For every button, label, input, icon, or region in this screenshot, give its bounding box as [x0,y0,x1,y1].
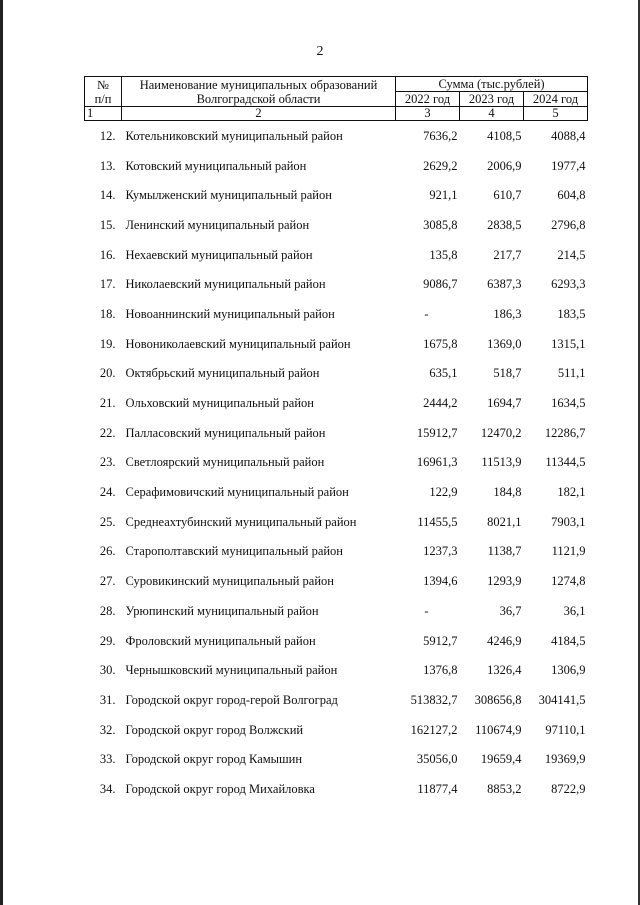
value-2024: 304141,5 [538,692,586,707]
value-2022: 1394,6 [423,574,458,589]
value-2022: 635,1 [429,366,458,381]
value-2024: 1274,8 [551,574,586,589]
header-year-2022: 2022 год [396,92,460,107]
table-row [85,715,588,745]
value-2022: 1376,8 [423,663,458,678]
row-number: 16. [99,247,116,262]
table-row [85,269,588,299]
value-2023: 1326,4 [487,663,522,678]
value-2022: - [424,603,429,618]
value-2024: 19369,9 [544,752,586,767]
col-index-3: 3 [396,107,460,121]
table-row [85,329,588,359]
table-row [85,626,588,656]
municipality-name: Чернышковский муниципальный район [125,663,338,678]
value-2023: 1293,9 [487,574,522,589]
row-number: 28. [99,603,116,618]
value-2022: 1237,3 [423,544,458,559]
col-index-1: 1 [85,107,122,121]
row-number: 23. [99,455,116,470]
col-index-4: 4 [460,107,524,121]
value-2022: 15912,7 [416,425,458,440]
value-2023: 11513,9 [481,455,522,470]
table-row [85,151,588,181]
table-row [85,655,588,685]
value-2024: 2796,8 [551,217,586,232]
value-2023: 308656,8 [474,692,522,707]
municipality-name: Новониколаевский муниципальный район [125,336,351,351]
value-2022: 513832,7 [410,692,458,707]
value-2024: 1977,4 [551,158,586,173]
col-index-2: 2 [122,107,396,121]
value-2023: 186,3 [493,306,522,321]
table-row [85,507,588,537]
value-2022: 5912,7 [423,633,458,648]
allocation-table [84,76,588,804]
row-number: 22. [99,425,116,440]
municipality-name: Ленинский муниципальный район [125,217,310,232]
value-2024: 4088,4 [551,128,586,143]
value-2023: 8853,2 [487,781,522,796]
table-row [85,685,588,715]
row-number: 30. [99,663,116,678]
value-2024: 11344,5 [545,455,586,470]
value-2024: 4184,5 [551,633,586,648]
value-2024: 1306,9 [551,663,586,678]
value-2023: 2006,9 [487,158,522,173]
value-2023: 1694,7 [487,396,522,411]
value-2023: 8021,1 [487,514,522,529]
table-row [85,744,588,774]
value-2024: 511,1 [557,366,586,381]
value-2023: 4108,5 [487,128,522,143]
value-2023: 610,7 [493,188,522,203]
row-number: 27. [99,574,116,589]
municipality-name: Городской округ город Волжский [125,722,304,737]
municipality-name: Фроловский муниципальный район [125,633,316,648]
municipality-name: Котельниковский муниципальный район [125,128,343,143]
table-row [85,121,588,151]
header-year-2023: 2023 год [460,92,524,107]
value-2024: 12286,7 [544,425,586,440]
value-2022: 11877,4 [417,781,458,796]
value-2024: 183,5 [557,306,586,321]
col-index-5: 5 [524,107,588,121]
row-number: 33. [99,752,116,767]
row-number: 24. [99,485,116,500]
municipality-name: Нехаевский муниципальный район [125,247,313,262]
value-2024: 36,1 [563,603,586,618]
row-number: 12. [99,128,116,143]
table-row [85,418,588,448]
table-row [85,596,588,626]
row-number: 26. [99,544,116,559]
value-2022: 135,8 [429,247,458,262]
value-2022: 122,9 [429,485,458,500]
municipality-name: Николаевский муниципальный район [125,277,326,292]
municipality-name: Кумылженский муниципальный район [125,188,332,203]
value-2023: 184,8 [493,485,522,500]
value-2022: 7636,2 [423,128,458,143]
value-2023: 110674,9 [475,722,522,737]
table-row [85,359,588,389]
value-2023: 2838,5 [487,217,522,232]
row-number: 17. [99,277,116,292]
value-2022: 16961,3 [416,455,458,470]
header-year-2024: 2024 год [524,92,588,107]
value-2023: 1369,0 [487,336,522,351]
row-number: 32. [99,722,116,737]
value-2024: 8722,9 [551,781,586,796]
value-2022: 921,1 [429,188,458,203]
row-number: 14. [99,188,116,203]
value-2024: 7903,1 [551,514,586,529]
row-number: 31. [99,692,116,707]
municipality-name: Городской округ город Камышин [125,752,303,767]
header-name: Наименование муниципальных образований Волгоградской области [122,77,396,107]
row-number: 13. [99,158,116,173]
municipality-name: Урюпинский муниципальный район [125,603,319,618]
row-number: 34. [99,781,116,796]
municipality-name: Светлоярский муниципальный район [125,455,325,470]
row-number: 18. [99,306,116,321]
row-number: 19. [99,336,116,351]
value-2024: 214,5 [557,247,586,262]
value-2023: 36,7 [499,603,522,618]
table-header [85,77,588,121]
municipality-name: Городской округ город Михайловка [125,781,315,796]
value-2024: 1634,5 [551,396,586,411]
municipality-name: Новоаннинский муниципальный район [125,306,335,321]
table-row [85,388,588,418]
value-2024: 182,1 [557,485,586,500]
value-2024: 1315,1 [551,336,586,351]
row-number: 25. [99,514,116,529]
municipality-name: Октябрьский муниципальный район [125,366,320,381]
value-2022: 11455,5 [417,514,458,529]
value-2023: 1138,7 [487,544,522,559]
table-body [85,121,588,804]
table-row [85,774,588,804]
table-row [85,566,588,596]
value-2022: - [424,306,429,321]
value-2024: 97110,1 [545,722,586,737]
table-row [85,477,588,507]
table-row [85,537,588,567]
page-number: 2 [316,44,324,59]
municipality-name: Котовский муниципальный район [125,158,307,173]
row-number: 21. [99,396,116,411]
table-row [85,299,588,329]
table-row [85,240,588,270]
table-row [85,210,588,240]
value-2022: 9086,7 [423,277,458,292]
row-number: 29. [99,633,116,648]
value-2023: 19659,4 [480,752,522,767]
municipality-name: Городской округ город-герой Волгоград [125,692,338,707]
municipality-name: Старополтавский муниципальный район [125,544,343,559]
value-2023: 12470,2 [480,425,522,440]
municipality-name: Палласовский муниципальный район [125,425,326,440]
value-2024: 6293,3 [551,277,586,292]
municipality-name: Среднеахтубинский муниципальный район [125,514,357,529]
value-2023: 6387,3 [487,277,522,292]
row-number: 20. [99,366,116,381]
value-2023: 4246,9 [487,633,522,648]
value-2022: 2444,2 [423,396,458,411]
scan-edge-left [0,0,3,905]
value-2022: 162127,2 [410,722,458,737]
value-2022: 35056,0 [416,752,458,767]
header-num: № п/п [85,77,122,107]
municipality-name: Ольховский муниципальный район [125,396,314,411]
row-number: 15. [99,217,116,232]
table-row [85,180,588,210]
value-2022: 3085,8 [423,217,458,232]
value-2022: 2629,2 [423,158,458,173]
municipality-name: Суровикинский муниципальный район [125,574,334,589]
header-sum: Сумма (тыс.рублей) [396,77,588,92]
municipality-name: Серафимовичский муниципальный район [125,485,349,500]
value-2024: 1121,9 [551,544,586,559]
value-2024: 604,8 [557,188,586,203]
table-row [85,448,588,478]
value-2023: 518,7 [493,366,522,381]
value-2023: 217,7 [493,247,522,262]
value-2022: 1675,8 [423,336,458,351]
